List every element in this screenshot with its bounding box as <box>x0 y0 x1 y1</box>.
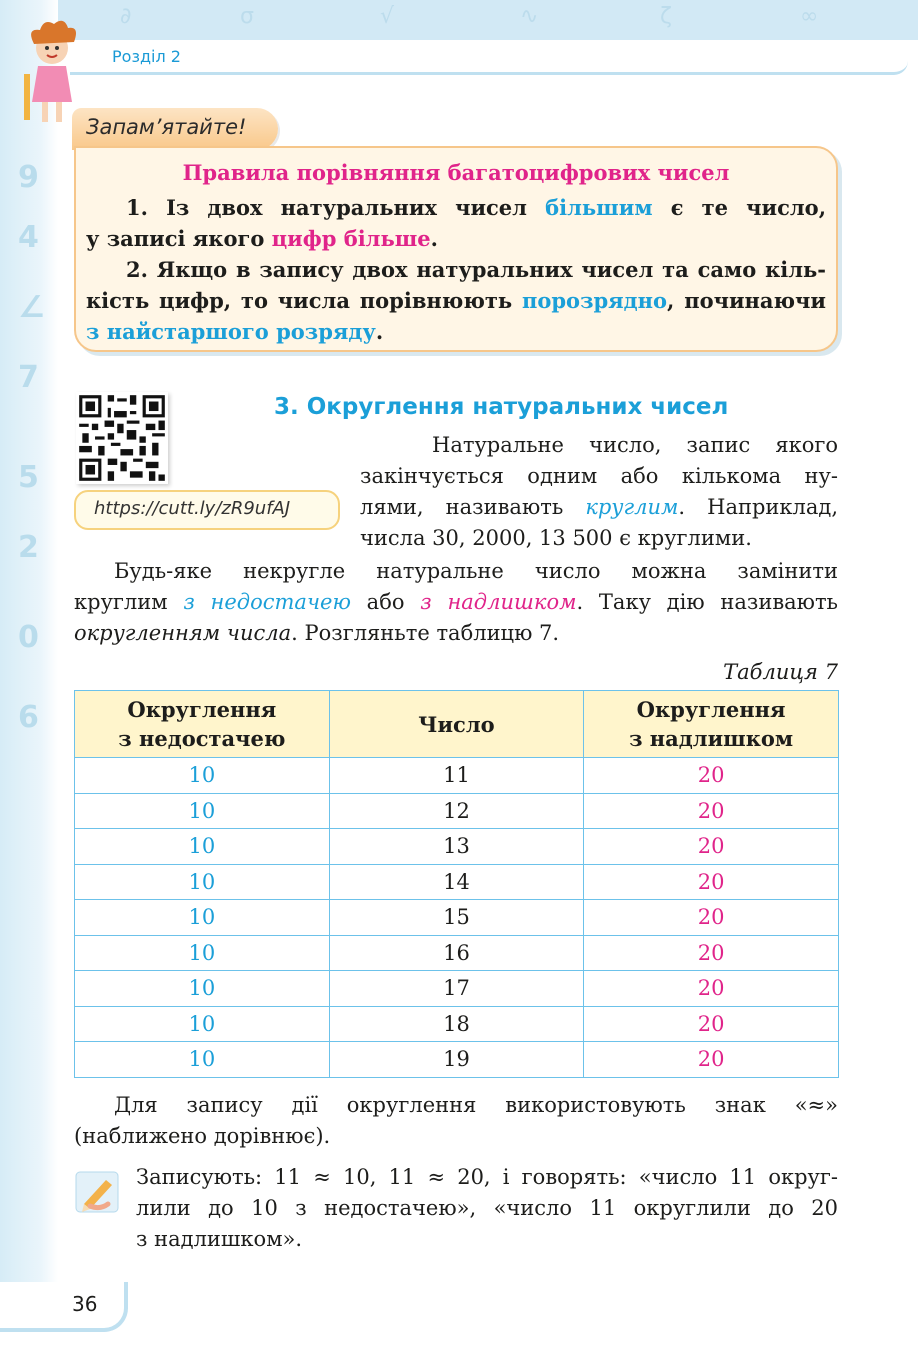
table-row <box>75 900 839 936</box>
decor-glyph: 9 <box>18 160 39 195</box>
rule-text: у записі якого <box>86 226 272 251</box>
rule-highlight: з найстаршого розряду <box>86 319 376 344</box>
rule-text: . <box>375 319 384 344</box>
paragraph-line <box>74 556 838 586</box>
qr-code-icon[interactable] <box>76 392 168 484</box>
paragraph-line <box>74 587 838 617</box>
table-row <box>75 758 839 794</box>
table-row <box>75 971 839 1007</box>
cell-number: 17 <box>329 971 584 1007</box>
cell-number: 16 <box>329 935 584 971</box>
paragraph-text: (наближено дорівнює). <box>74 1124 331 1148</box>
top-decorative-strip <box>0 0 918 40</box>
paragraph-line <box>360 461 838 491</box>
cell-number: 18 <box>329 1006 584 1042</box>
cell-round-down: 10 <box>75 971 330 1007</box>
paragraph-text: Для запису дії округлення використовують знак «≈» <box>114 1093 838 1117</box>
rule-text: 2. Якщо в запису двох натуральних чисел та само кіль- <box>126 257 826 282</box>
table-row <box>75 1042 839 1078</box>
example-text: лили до 10 з недостачею», «число 11 округлили до 20 <box>136 1196 838 1220</box>
decor-glyph: 4 <box>18 220 39 255</box>
table-caption: Таблиця 7 <box>723 660 838 684</box>
decor-glyph: 0 <box>18 620 39 655</box>
paragraph-line <box>74 618 559 648</box>
header-text: Округлення <box>636 697 786 722</box>
cell-round-up: 20 <box>584 829 839 865</box>
rule-highlight: цифр більше <box>271 226 431 251</box>
paragraph-text: . Таку дію називають <box>576 590 838 614</box>
paragraph-text: лями, називають <box>360 495 586 519</box>
paragraph-text: . Наприклад, <box>678 495 838 519</box>
section-heading: 3. Округлення натуральних чисел <box>274 394 729 420</box>
paragraph-text: круглим <box>74 590 184 614</box>
cell-round-down: 10 <box>75 935 330 971</box>
decor-glyph: 2 <box>18 530 39 565</box>
decor-glyph: 7 <box>18 360 39 395</box>
rule-highlight: порозрядно <box>522 288 668 313</box>
rule-highlight: більшим <box>545 195 653 220</box>
rule-2-line-2 <box>86 285 826 316</box>
paragraph-text: числа 30, 2000, 13 500 є круглими. <box>360 526 752 550</box>
rules-title: Правила порівняння багатоцифрових чисел <box>182 160 730 185</box>
example-line <box>136 1193 838 1223</box>
cell-number: 15 <box>329 900 584 936</box>
table-header-row <box>75 691 839 758</box>
paragraph-line <box>74 1121 330 1151</box>
cell-round-down: 10 <box>75 1042 330 1078</box>
rule-2-line-1 <box>86 254 826 285</box>
table-row <box>75 1006 839 1042</box>
cell-round-up: 20 <box>584 1006 839 1042</box>
cell-round-down: 10 <box>75 1006 330 1042</box>
cell-round-up: 20 <box>584 864 839 900</box>
term-round-up: з надлишком <box>420 590 577 614</box>
paragraph-line <box>360 523 752 553</box>
cell-number: 11 <box>329 758 584 794</box>
rule-1-line-1 <box>86 192 826 223</box>
decor-glyph: ∂ <box>120 4 132 29</box>
header-number <box>329 691 584 758</box>
cell-number: 13 <box>329 829 584 865</box>
header-text: Число <box>418 711 495 737</box>
cell-round-up: 20 <box>584 793 839 829</box>
cell-round-up: 20 <box>584 758 839 794</box>
decor-glyph: ∞ <box>800 4 819 29</box>
remember-tab-label: Запам’ятайте! <box>86 115 247 139</box>
decor-glyph: σ <box>240 4 254 29</box>
rule-1-line-2 <box>86 223 826 254</box>
cell-round-down: 10 <box>75 829 330 865</box>
chapter-label: Розділ 2 <box>112 47 181 66</box>
rule-text: є те число, <box>652 195 827 220</box>
page-number-tab <box>0 1282 128 1332</box>
decor-glyph: 6 <box>18 700 39 735</box>
cell-round-up: 20 <box>584 935 839 971</box>
rounding-table <box>74 690 839 1078</box>
cell-round-down: 10 <box>75 900 330 936</box>
cell-round-down: 10 <box>75 864 330 900</box>
cell-round-up: 20 <box>584 1042 839 1078</box>
table-row <box>75 793 839 829</box>
paragraph-line <box>360 492 838 522</box>
table-row <box>75 829 839 865</box>
cell-round-up: 20 <box>584 900 839 936</box>
table-row <box>75 935 839 971</box>
header-round-down <box>75 691 330 758</box>
chapter-header-bar <box>70 42 908 75</box>
term-round-down: з недостачею <box>183 590 351 614</box>
decor-glyph: √ <box>380 4 395 29</box>
rule-text: кість цифр, то числа порівнюють <box>86 288 522 313</box>
cell-number: 19 <box>329 1042 584 1078</box>
decor-glyph: ∿ <box>520 4 539 29</box>
header-round-up <box>584 691 839 758</box>
header-text: Округлення <box>127 697 277 722</box>
paragraph-text: . Розгляньте таблицю 7. <box>291 621 560 645</box>
paragraph-text: Натуральне число, запис якого <box>432 433 838 457</box>
url-link[interactable]: https://cutt.ly/zR9ufAJ <box>94 498 291 519</box>
decor-glyph: ζ <box>660 4 672 29</box>
page-number: 36 <box>72 1292 98 1316</box>
cell-round-down: 10 <box>75 758 330 794</box>
example-text: з надлишком». <box>136 1227 303 1251</box>
example-text: Записують: 11 ≈ 10, 11 ≈ 20, і говорять: «число 11 округ- <box>136 1165 838 1189</box>
header-text: з надлишком <box>629 726 794 751</box>
rule-text: , починаючи <box>667 288 826 313</box>
paragraph-text: закінчується одним або кількома ну- <box>360 464 838 488</box>
cell-number: 12 <box>329 793 584 829</box>
cell-round-up: 20 <box>584 971 839 1007</box>
paragraph-line <box>74 1090 838 1120</box>
rule-text: . <box>430 226 438 251</box>
decor-glyph: 5 <box>18 460 39 495</box>
term-round-number: круглим <box>585 495 679 519</box>
paragraph-text: або <box>350 590 421 614</box>
header-text: з недостачею <box>118 726 286 751</box>
rule-2-line-3 <box>86 316 826 347</box>
term-rounding: округленням числа <box>74 621 292 645</box>
paragraph-line <box>352 430 838 460</box>
decor-glyph: ∠ <box>18 290 45 325</box>
example-line <box>136 1162 838 1192</box>
paragraph-text: Будь-яке некругле натуральне число можна замінити <box>114 559 838 583</box>
cell-number: 14 <box>329 864 584 900</box>
table-row <box>75 864 839 900</box>
rule-text: 1. Із двох натуральних чисел <box>126 195 546 220</box>
pencil-writing-icon <box>74 1166 124 1218</box>
example-line <box>136 1224 302 1254</box>
left-decorative-sidebar <box>0 0 58 1300</box>
cell-round-down: 10 <box>75 793 330 829</box>
